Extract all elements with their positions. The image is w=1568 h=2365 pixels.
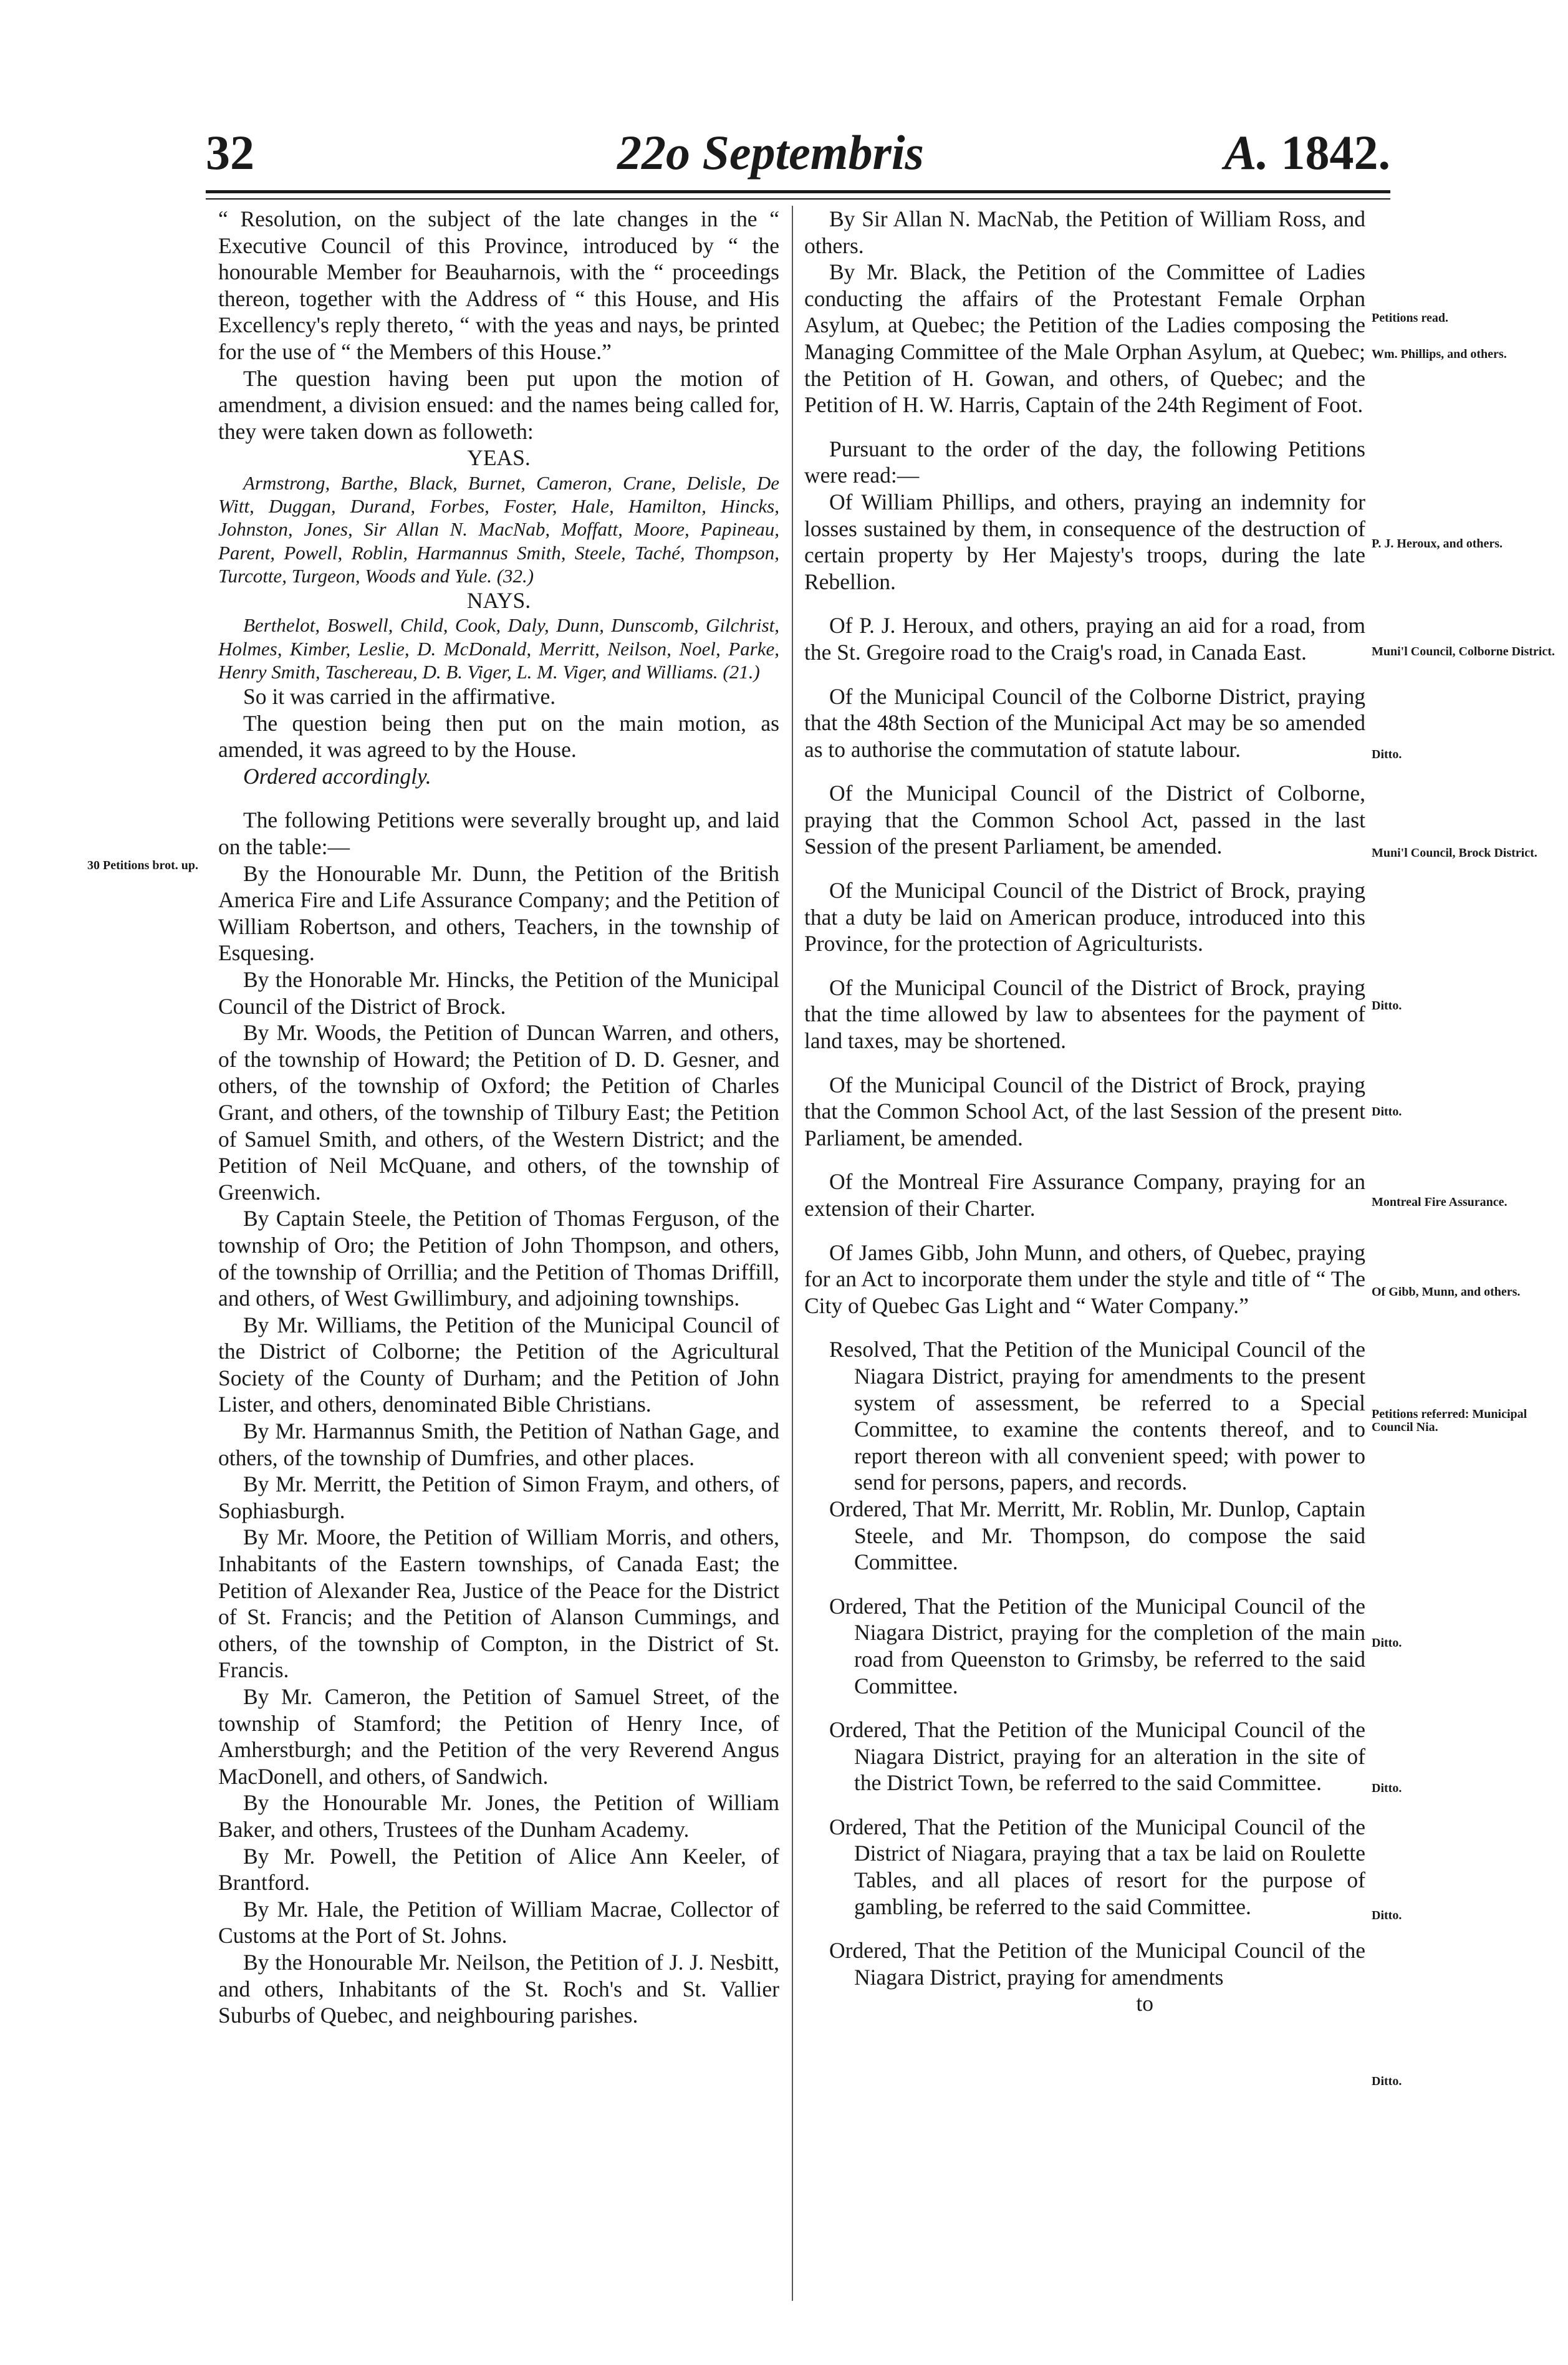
paragraph: Of the Municipal Council of the District of Brock, praying that the Common School Act, of the last Session of the present Parliament, be amended.: [804, 1072, 1365, 1150]
paragraph: By Mr. Cameron, the Petition of Samuel Street, of the township of Stamford; the Petition of Henry Ince, of Amherstburgh; and the Petition of the very Reverend Angus MacDonell, and others, of Sandwich.: [218, 1684, 779, 1789]
paragraph: Of the Municipal Council of the District of Brock, praying that the time allowed by law to absentees for the payment of land taxes, may be shortened.: [804, 975, 1365, 1054]
paragraph: Ordered, That the Petition of the Municipal Council of the District of Niagara, praying that a tax be laid on Roulette Tables, and all places of resort for the purpose of gambling, be referred to the said Committee.: [829, 1814, 1365, 1919]
paragraph: By Mr. Powell, the Petition of Alice Ann Keeler, of Brantford.: [218, 1843, 779, 1895]
page-header: [206, 125, 1390, 181]
right-column: [804, 206, 1365, 2017]
nays-heading: NAYS.: [466, 587, 531, 613]
margin-note: Of Gibb, Munn, and others.: [1372, 1285, 1521, 1299]
paragraph: By the Honourable Mr. Jones, the Petition of William Baker, and others, Trustees of the Dunham Academy.: [218, 1790, 779, 1842]
header-rule-thin: [206, 198, 1390, 200]
paragraph: Of P. J. Heroux, and others, praying an aid for a road, from the St. Gregoire road to the Craig's road, in Canada East.: [804, 613, 1365, 665]
paragraph: By the Honorable Mr. Hincks, the Petition of the Municipal Council of the District of Brock.: [218, 966, 779, 1019]
paragraph: By Captain Steele, the Petition of Thomas Ferguson, of the township of Oro; the Petition of John Thompson, and others, of the township of Orrillia; and the Petition of Thomas Driffill, and others, of West Gwillimbury, and adjoining townships.: [218, 1206, 779, 1311]
margin-note: Ditto.: [1372, 1636, 1402, 1650]
paragraph: Resolved, That the Petition of the Municipal Council of the Niagara District, praying for amendments to the present system of assessment, be referred to a Special Committee, to examine the contents thereof, and to report thereon with all convenient speed; with power to send for persons, papers, and records.: [829, 1337, 1365, 1495]
margin-note: Ditto.: [1372, 1909, 1402, 1922]
paragraph: By Sir Allan N. MacNab, the Petition of William Ross, and others.: [804, 206, 1365, 258]
margin-note: Montreal Fire Assurance.: [1372, 1195, 1508, 1209]
paragraph: Ordered, That Mr. Merritt, Mr. Roblin, Mr. Dunlop, Captain Steele, and Mr. Thompson, do compose the said Committee.: [829, 1496, 1365, 1575]
paragraph: The question having been put upon the motion of amendment, a division ensued: and the names being called for, they were taken down as followeth:: [218, 365, 779, 444]
margin-note: Ditto.: [1372, 1781, 1402, 1795]
paragraph: By Mr. Hale, the Petition of William Macrae, Collector of Customs at the Port of St. Johns.: [218, 1896, 779, 1948]
paragraph: By Mr. Moore, the Petition of William Morris, and others, Inhabitants of the Eastern townships, of Canada East; the Petition of Alexander Rea, Justice of the Peace for the District of St. Francis; and the Petition of Alanson Cummings, and others, of the township of Compton, in the District of St. Francis.: [218, 1524, 779, 1683]
paragraph: Ordered accordingly.: [243, 763, 431, 789]
margin-note: Ditto.: [1372, 1105, 1402, 1119]
column-divider: [792, 206, 793, 2301]
paragraph: By the Honourable Mr. Dunn, the Petition of the British America Fire and Life Assurance Company; and the Petition of William Robertson, and others, Teachers, in the township of Esquesing.: [218, 860, 779, 966]
margin-note: Wm. Phillips, and others.: [1372, 347, 1507, 361]
paragraph: Ordered, That the Petition of the Municipal Council of the Niagara District, praying for an alteration in the site of the District Town, be referred to the said Committee.: [829, 1717, 1365, 1796]
paragraph: So it was carried in the affirmative.: [243, 684, 556, 710]
paragraph: By Mr. Harmannus Smith, the Petition of Nathan Gage, and others, of the township of Dumfries, and other places.: [218, 1419, 779, 1470]
paragraph: By Mr. Black, the Petition of the Committee of Ladies conducting the affairs of the Protestant Female Orphan Asylum, at Quebec; the Petition of the Ladies composing the Managing Committee of the Male Orphan Asylum, at Quebec; the Petition of H. Gowan, and others, of Quebec; and the Petition of H. W. Harris, Captain of the 24th Regiment of Foot.: [804, 259, 1365, 418]
margin-note: P. J. Heroux, and others.: [1372, 537, 1503, 551]
yeas-heading: YEAS.: [467, 445, 531, 471]
paragraph: Ordered, That the Petition of the Municipal Council of the Niagara District, praying for the completion of the main road from Queenston to Grimsby, be referred to the said Committee.: [829, 1593, 1365, 1698]
paragraph: By Mr. Merritt, the Petition of Simon Fraym, and others, of Sophiasburgh.: [218, 1472, 779, 1523]
margin-note: Ditto.: [1372, 2074, 1402, 2088]
page-date: 22o Septembris: [617, 125, 924, 180]
margin-note: Petitions read.: [1372, 311, 1448, 325]
paragraph: Of James Gibb, John Munn, and others, of Quebec, praying for an Act to incorporate them under the style and title of “ The City of Quebec Gas Light and “ Water Company.”: [804, 1240, 1365, 1318]
header-rule-thick: [206, 190, 1390, 193]
margin-note: 30 Petitions brot. up.: [87, 859, 198, 872]
paragraph: Of the Municipal Council of the District of Colborne, praying that the Common School Act, passed in the last Session of the present Parliament, be amended.: [804, 781, 1365, 859]
year-value: 1842.: [1281, 125, 1390, 180]
page-year: [1224, 125, 1390, 181]
paragraph: Of William Phillips, and others, praying an indemnity for losses sustained by them, in consequence of the destruction of certain property by Her Majesty's troops, during the late Rebellion.: [804, 489, 1365, 594]
year-prefix: A.: [1224, 125, 1269, 180]
margin-note: Muni'l Council, Colborne District.: [1372, 645, 1555, 658]
margin-note: Ditto.: [1372, 748, 1402, 761]
paragraph: Pursuant to the order of the day, the following Petitions were read:—: [804, 436, 1365, 488]
page-number: 32: [206, 125, 254, 180]
paragraph: By Mr. Williams, the Petition of the Municipal Council of the District of Colborne; the Petition of the Agricultural Society of the County of Durham; and the Petition of John Lister, and others, denominated Bible Christians.: [218, 1312, 779, 1417]
yeas-names: Armstrong, Barthe, Black, Burnet, Cameron, Crane, Delisle, De Witt, Duggan, Durand, Forbes, Foster, Hale, Hamilton, Hincks, Johnston, Jones, Sir Allan N. MacNab, Moffatt, Moore, Papineau, Parent, Powell, Roblin, Harmannus Smith, Steele, Taché, Thompson, Turcotte, Turgeon, Woods and Yule. (32.): [218, 471, 779, 587]
paragraph: “ Resolution, on the subject of the late changes in the “ Executive Council of this Province, introduced by “ the honourable Member for Beauharnois, with the “ proceedings thereon, together with the Address of “ this House, and His Excellency's reply thereto, “ with the yeas and nays, be printed for the use of “ the Members of this House.”: [218, 206, 779, 364]
margin-note: Petitions referred: Municipal Council Nia.: [1372, 1407, 1527, 1434]
paragraph: Of the Municipal Council of the Colborne District, praying that the 48th Section of the Municipal Act may be so amended as to authorise the commutation of statute labour.: [804, 683, 1365, 762]
paragraph: Ordered, That the Petition of the Municipal Council of the Niagara District, praying for amendments: [829, 1938, 1365, 1990]
paragraph: By Mr. Woods, the Petition of Duncan Warren, and others, of the township of Howard; the Petition of D. D. Gesner, and others, of the township of Oxford; the Petition of Charles Grant, and others, of the township of Tilbury East; the Petition of Samuel Smith, and others, of the Western District; and the Petition of Neil McQuane, and others, of the township of Greenwich.: [218, 1020, 779, 1205]
margin-note: Muni'l Council, Brock District.: [1372, 846, 1537, 860]
paragraph: The question being then put on the main motion, as amended, it was agreed to by the House.: [218, 710, 779, 763]
margin-note: Ditto.: [1372, 999, 1402, 1013]
nays-names: Berthelot, Boswell, Child, Cook, Daly, Dunn, Dunscomb, Gilchrist, Holmes, Kimber, Leslie, D. McDonald, Merritt, Neilson, Noel, Parke, Henry Smith, Taschereau, D. B. Viger, L. M. Viger, and Williams. (21.): [218, 614, 779, 683]
paragraph: Of the Municipal Council of the District of Brock, praying that a duty be laid on American produce, introduced into this Province, for the protection of Agriculturists.: [804, 878, 1365, 956]
catchword: to: [1136, 1991, 1153, 2016]
paragraph: Of the Montreal Fire Assurance Company, praying for an extension of their Charter.: [804, 1169, 1365, 1221]
left-column: [218, 206, 779, 2029]
paragraph: The following Petitions were severally brought up, and laid on the table:—: [218, 807, 779, 859]
paragraph: By the Honourable Mr. Neilson, the Petition of J. J. Nesbitt, and others, Inhabitants of the St. Roch's and St. Vallier Suburbs of Quebec, and neighbouring parishes.: [218, 1949, 779, 2028]
